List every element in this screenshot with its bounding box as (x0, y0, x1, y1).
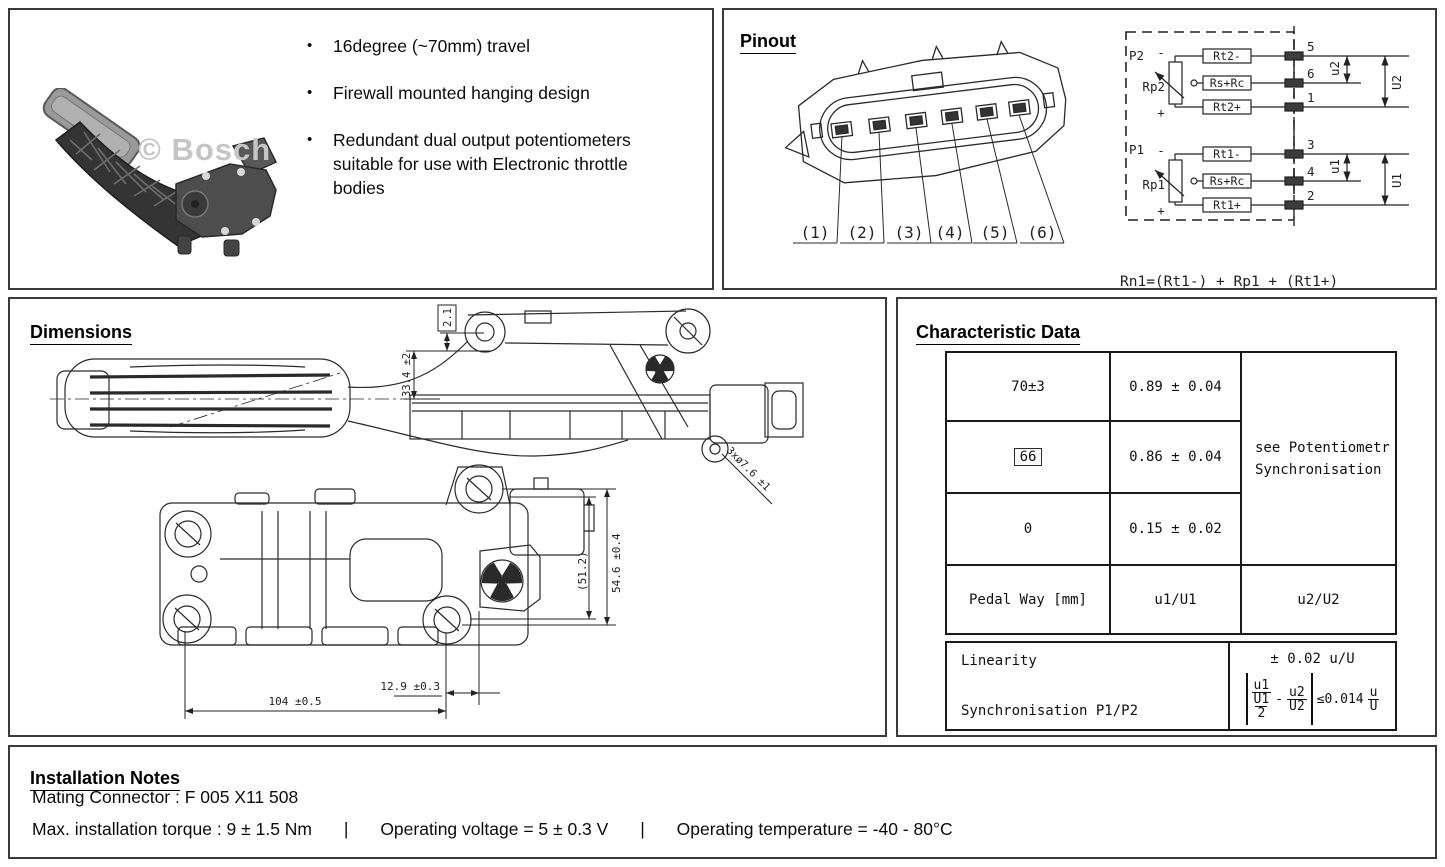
table-header-pedalway: Pedal Way [mm] (947, 566, 1111, 633)
dim-pitch-small-label: 12.9 ±0.3 (380, 680, 440, 693)
dimensions-panel (8, 297, 887, 737)
p2-minus: - (1157, 45, 1165, 60)
characteristic-title: Characteristic Data (916, 322, 1080, 345)
installation-title: Installation Notes (30, 768, 180, 791)
installation-specs-line (32, 819, 953, 840)
mating-connector-text: Mating Connector : F 005 X11 508 (32, 787, 299, 807)
abs-bar (1311, 673, 1313, 725)
table-cell-u1-1: 0.89 ± 0.04 (1111, 353, 1242, 422)
rt2-plus-box-label: Rt2+ (1213, 100, 1241, 114)
rt1-minus-box-label: Rt1- (1213, 147, 1241, 161)
separator: | (343, 819, 349, 839)
temperature-spec: Operating temperature = -40 - 80°C (676, 819, 953, 839)
note-line2: Synchronisation (1255, 461, 1382, 478)
frac-num: u (1369, 684, 1378, 700)
pin-number-6: 6 (1307, 66, 1315, 81)
voltage-spec: Operating voltage = 5 ± 0.3 V (380, 819, 609, 839)
pin-label-6: (6) (1027, 223, 1057, 242)
feature-item: • 16degree (~70mm) travel (293, 34, 665, 58)
connector-pins (831, 100, 1030, 138)
dimensions-title: Dimensions (30, 322, 132, 345)
frac-num: u2 (1289, 684, 1305, 700)
table-cell-pedalway-3: 0 (947, 494, 1111, 566)
dim-height-label: 33.4 ±2 (401, 352, 413, 397)
u1-big-label: U1 (1389, 172, 1404, 188)
dim-holes-label: 3xø7.6 ±1 (723, 444, 773, 494)
pinout-title: Pinout (740, 31, 796, 54)
separator: | (640, 819, 645, 839)
feature-item: • Firewall mounted hanging design (293, 81, 665, 105)
dim-offset-label: 2.1 (442, 308, 454, 327)
note-line1: see Potentiometr (1255, 439, 1390, 456)
fraction-u2-U2 (1287, 686, 1307, 713)
pin-number-1: 1 (1307, 90, 1315, 105)
u2-big-label: U2 (1389, 74, 1404, 90)
linearity-values-cell (1228, 643, 1395, 729)
p2-label: P2 (1129, 48, 1145, 63)
dimension-drawing (10, 299, 885, 735)
fraction-u1-U1-2 (1252, 679, 1272, 720)
pedal-photo (28, 88, 338, 283)
characteristic-table (945, 351, 1397, 635)
frac-den2: 2 (1257, 705, 1266, 721)
minus-sign: - (1275, 691, 1284, 707)
feature-list (293, 34, 665, 223)
rp2-label: Rp2 (1142, 79, 1165, 94)
boxed-value: 66 (1014, 448, 1043, 466)
p1-label: P1 (1129, 142, 1145, 157)
trefoil-icon (480, 560, 525, 602)
frac-den: U2 (1289, 698, 1305, 714)
pin-label-5: (5) (980, 223, 1010, 242)
connector-drawing (779, 38, 1089, 258)
linearity-value: ± 0.02 u/U (1270, 651, 1355, 667)
u1-small-label: u1 (1327, 158, 1342, 174)
dim-pitch-main-label: 104 ±0.5 (268, 695, 322, 708)
pin-leader-lines (793, 115, 1064, 243)
linearity-table (945, 641, 1397, 731)
table-cell-pedalway-1: 70±3 (947, 353, 1111, 422)
sync-label: Synchronisation P1/P2 (961, 703, 1139, 719)
dim-width-ref-label: (51.2) (576, 551, 589, 591)
potentiometer-schematic (1109, 24, 1439, 234)
table-header-u1: u1/U1 (1111, 566, 1242, 633)
side-view-dim-labels (401, 308, 773, 493)
rt2-minus-box-label: Rt2- (1213, 49, 1241, 63)
u2-small-label: u2 (1327, 60, 1342, 76)
linearity-label: Linearity (961, 653, 1037, 669)
characteristic-data-panel (896, 297, 1437, 737)
frac-den: U (1369, 698, 1378, 714)
table-cell-u1-2: 0.86 ± 0.04 (1111, 422, 1242, 494)
frac-num: u1 (1253, 677, 1270, 693)
linearity-labels-cell (947, 643, 1228, 729)
p2-plus: + (1157, 105, 1165, 120)
abs-bar (1246, 673, 1248, 725)
frac-den: U1 (1253, 691, 1270, 707)
pin-label-4: (4) (935, 223, 965, 242)
rs-rc-box-label: Rs+Rc (1209, 76, 1245, 90)
torque-spec: Max. installation torque : 9 ± 1.5 Nm (32, 819, 313, 839)
dim-width-total-label: 54.6 ±0.4 (610, 533, 623, 593)
table-cell-pedalway-2 (947, 422, 1111, 494)
bottom-view (160, 465, 594, 645)
side-view (50, 309, 803, 462)
pin-label-3: (3) (894, 223, 924, 242)
pin-number-4: 4 (1307, 164, 1315, 179)
pin-number-2: 2 (1307, 188, 1315, 203)
fraction-u-U (1368, 686, 1380, 713)
relation-value: ≤0.014 (1316, 691, 1364, 707)
p1-plus: + (1157, 203, 1165, 218)
bosch-watermark: © Bosch (138, 132, 272, 167)
p1-minus: - (1157, 143, 1165, 158)
pin-number-3: 3 (1307, 137, 1315, 152)
pin-label-2: (2) (847, 223, 877, 242)
table-header-u2: u2/U2 (1297, 591, 1340, 608)
p1-circuit (1155, 147, 1409, 212)
pin-label-1: (1) (800, 223, 830, 242)
formula-rn1: Rn1=(Rt1-) + Rp1 + (Rt1+) (1120, 274, 1339, 290)
table-cell-u1-3: 0.15 ± 0.02 (1111, 494, 1242, 566)
pin-number-5: 5 (1307, 39, 1315, 54)
schematic-labels (1129, 39, 1404, 218)
installation-notes-panel (8, 745, 1437, 859)
rt1-plus-box-label: Rt1+ (1213, 198, 1241, 212)
pinout-panel (722, 8, 1437, 290)
p2-circuit (1155, 49, 1409, 114)
connector-body (779, 38, 1073, 193)
sync-formula (1246, 673, 1380, 725)
feature-item: • Redundant dual output potentiometers suitable for use with Electronic throttle bodies (293, 128, 665, 200)
side-view-dimensions (404, 305, 772, 504)
rs-rc-box-label2: Rs+Rc (1209, 174, 1245, 188)
table-note-cell (1242, 353, 1395, 566)
features-panel (8, 8, 714, 290)
rp1-label: Rp1 (1142, 177, 1165, 192)
